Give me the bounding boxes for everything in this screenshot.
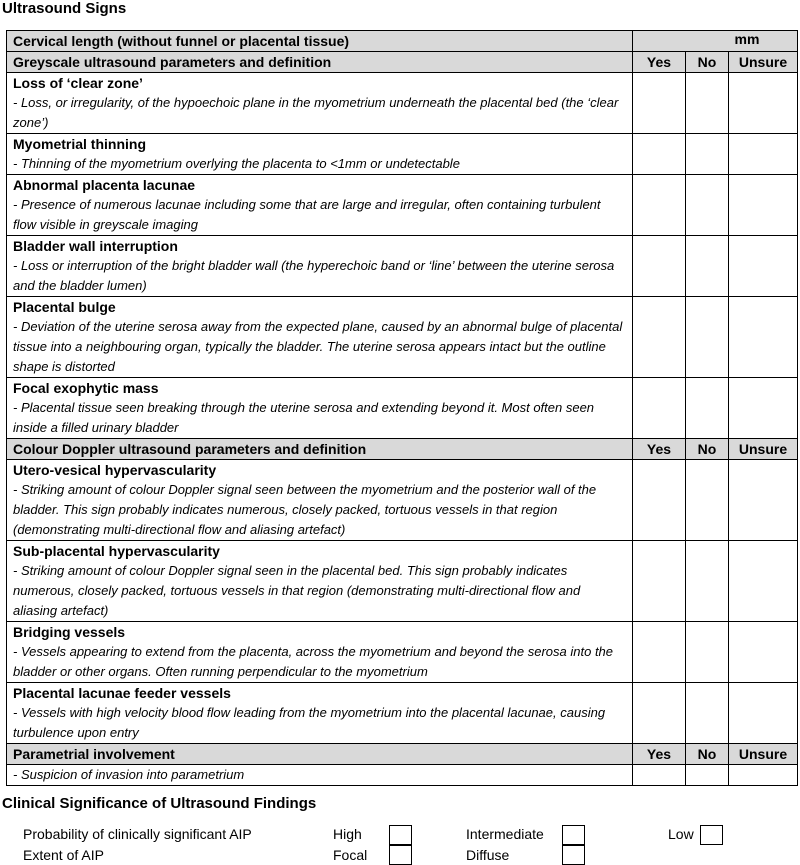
section-header-label: Parametrial involvement bbox=[7, 744, 633, 765]
sign-title: Focal exophytic mass bbox=[13, 380, 159, 396]
low-label: Low bbox=[668, 826, 694, 842]
sign-definition-cell bbox=[7, 73, 633, 134]
no-answer-cell[interactable] bbox=[686, 683, 729, 744]
yes-answer-cell[interactable] bbox=[633, 683, 686, 744]
yes-answer-cell[interactable] bbox=[633, 378, 686, 439]
sign-row bbox=[7, 683, 798, 744]
no-answer-cell[interactable] bbox=[686, 236, 729, 297]
no-answer-cell[interactable] bbox=[686, 378, 729, 439]
cervical-length-label: Cervical length (without funnel or placental tissue) bbox=[7, 31, 633, 52]
sign-definition-cell bbox=[7, 683, 633, 744]
column-header-unsure: Unsure bbox=[729, 744, 798, 765]
sign-definition-cell bbox=[7, 297, 633, 378]
column-header-yes: Yes bbox=[633, 52, 686, 73]
probability-label: Probability of clinically significant AIP bbox=[23, 826, 252, 842]
column-header-unsure: Unsure bbox=[729, 439, 798, 460]
unsure-answer-cell[interactable] bbox=[729, 175, 798, 236]
sign-definition-cell bbox=[7, 622, 633, 683]
sign-row bbox=[7, 236, 798, 297]
sign-description: - Striking amount of colour Doppler signal seen between the myometrium and the posterior wall of the bladder. This sign probably indicates numerous, closely packed, tortuous vessels in that region (demonstrating multi-directional flow and aliasing artefact) bbox=[13, 482, 597, 537]
unsure-answer-cell[interactable] bbox=[729, 765, 798, 786]
sign-definition-cell bbox=[7, 541, 633, 622]
sign-definition-cell bbox=[7, 134, 633, 175]
sign-definition-cell bbox=[7, 378, 633, 439]
column-header-yes: Yes bbox=[633, 744, 686, 765]
section-header-label: Greyscale ultrasound parameters and definition bbox=[7, 52, 633, 73]
sign-definition-cell bbox=[7, 236, 633, 297]
yes-answer-cell[interactable] bbox=[633, 622, 686, 683]
sign-title: Loss of ‘clear zone’ bbox=[13, 75, 143, 91]
no-answer-cell[interactable] bbox=[686, 134, 729, 175]
yes-answer-cell[interactable] bbox=[633, 765, 686, 786]
sign-title: Placental lacunae feeder vessels bbox=[13, 685, 231, 701]
sign-row bbox=[7, 765, 798, 786]
sign-title: Bladder wall interruption bbox=[13, 238, 178, 254]
column-header-no: No bbox=[686, 439, 729, 460]
unsure-answer-cell[interactable] bbox=[729, 541, 798, 622]
high-label: High bbox=[333, 826, 362, 842]
sign-description: - Loss or interruption of the bright bladder wall (the hyperechoic band or ‘line’ between the uterine serosa and the bladder lumen) bbox=[13, 258, 615, 293]
unsure-answer-cell[interactable] bbox=[729, 134, 798, 175]
unsure-answer-cell[interactable] bbox=[729, 297, 798, 378]
sign-title: Abnormal placenta lacunae bbox=[13, 177, 196, 193]
diffuse-checkbox[interactable] bbox=[562, 845, 585, 865]
sign-description: - Striking amount of colour Doppler signal seen in the placental bed. This sign probably indicates numerous, closely packed, tortuous vessels in that region (demonstrating multi-directional flow and aliasing artefact) bbox=[13, 563, 581, 618]
section-header-row bbox=[7, 439, 798, 460]
yes-answer-cell[interactable] bbox=[633, 134, 686, 175]
column-header-unsure: Unsure bbox=[729, 52, 798, 73]
sign-description: - Placental tissue seen breaking through the uterine serosa and extending beyond it. Most often seen inside a filled urinary bladder bbox=[13, 400, 595, 435]
unsure-answer-cell[interactable] bbox=[729, 378, 798, 439]
unsure-answer-cell[interactable] bbox=[729, 73, 798, 134]
yes-answer-cell[interactable] bbox=[633, 236, 686, 297]
yes-answer-cell[interactable] bbox=[633, 175, 686, 236]
sign-description: - Presence of numerous lacunae including some that are large and irregular, often containing turbulent flow visible in greyscale imaging bbox=[13, 197, 601, 232]
clinical-significance-heading: Clinical Significance of Ultrasound Findings bbox=[2, 795, 317, 812]
no-answer-cell[interactable] bbox=[686, 622, 729, 683]
intermediate-label: Intermediate bbox=[466, 826, 544, 842]
sign-title: Bridging vessels bbox=[13, 624, 126, 640]
ultrasound-signs-table bbox=[6, 30, 798, 786]
unsure-answer-cell[interactable] bbox=[729, 236, 798, 297]
sign-row bbox=[7, 134, 798, 175]
sign-row bbox=[7, 297, 798, 378]
sign-row bbox=[7, 622, 798, 683]
unsure-answer-cell[interactable] bbox=[729, 622, 798, 683]
intermediate-checkbox[interactable] bbox=[562, 825, 585, 845]
focal-label: Focal bbox=[333, 847, 368, 863]
sign-description: - Thinning of the myometrium overlying the placenta to <1mm or undetectable bbox=[13, 156, 460, 171]
sign-definition-cell bbox=[7, 460, 633, 541]
sign-title: Myometrial thinning bbox=[13, 136, 146, 152]
extent-label: Extent of AIP bbox=[23, 847, 104, 863]
sign-row bbox=[7, 175, 798, 236]
low-checkbox[interactable] bbox=[700, 825, 723, 845]
unsure-answer-cell[interactable] bbox=[729, 683, 798, 744]
column-header-no: No bbox=[686, 744, 729, 765]
sign-title: Sub-placental hypervascularity bbox=[13, 543, 220, 559]
sign-definition-cell bbox=[7, 175, 633, 236]
sign-description: - Suspicion of invasion into parametrium bbox=[13, 767, 245, 782]
sign-description: - Vessels with high velocity blood flow leading from the myometrium into the placental lacunae, causing turbulence upon entry bbox=[13, 705, 606, 740]
section-header-label: Colour Doppler ultrasound parameters and definition bbox=[7, 439, 633, 460]
column-header-no: No bbox=[686, 52, 729, 73]
sign-description: - Loss, or irregularity, of the hypoechoic plane in the myometrium underneath the placental bed (the ‘clear zone’) bbox=[13, 95, 619, 130]
section-header-row bbox=[7, 52, 798, 73]
yes-answer-cell[interactable] bbox=[633, 297, 686, 378]
diffuse-label: Diffuse bbox=[466, 847, 510, 863]
sign-row bbox=[7, 460, 798, 541]
sign-row bbox=[7, 541, 798, 622]
section-header-row bbox=[7, 744, 798, 765]
yes-answer-cell[interactable] bbox=[633, 73, 686, 134]
sign-description: - Deviation of the uterine serosa away from the expected plane, caused by an abnormal bulge of placental tissue into a neighbouring organ, typically the bladder. The uterine serosa appears intact but the outline shape is distorted bbox=[13, 319, 623, 374]
yes-answer-cell[interactable] bbox=[633, 460, 686, 541]
unsure-answer-cell[interactable] bbox=[729, 460, 798, 541]
no-answer-cell[interactable] bbox=[686, 297, 729, 378]
no-answer-cell[interactable] bbox=[686, 73, 729, 134]
sign-definition-cell bbox=[7, 765, 633, 786]
high-checkbox[interactable] bbox=[389, 825, 412, 845]
column-header-yes: Yes bbox=[633, 439, 686, 460]
yes-answer-cell[interactable] bbox=[633, 541, 686, 622]
sign-row bbox=[7, 378, 798, 439]
sign-title: Utero-vesical hypervascularity bbox=[13, 462, 217, 478]
no-answer-cell[interactable] bbox=[686, 460, 729, 541]
sign-description: - Vessels appearing to extend from the placenta, across the myometrium and beyond the serosa into the bladder or other organs. Often running perpendicular to the myometrium bbox=[13, 644, 614, 679]
page-title: Ultrasound Signs bbox=[2, 0, 127, 17]
sign-row bbox=[7, 73, 798, 134]
focal-checkbox[interactable] bbox=[389, 845, 412, 865]
cervical-length-unit-field[interactable]: mm bbox=[633, 31, 798, 52]
no-answer-cell[interactable] bbox=[686, 765, 729, 786]
no-answer-cell[interactable] bbox=[686, 541, 729, 622]
no-answer-cell[interactable] bbox=[686, 175, 729, 236]
cervical-length-row bbox=[7, 31, 798, 52]
sign-title: Placental bulge bbox=[13, 299, 116, 315]
